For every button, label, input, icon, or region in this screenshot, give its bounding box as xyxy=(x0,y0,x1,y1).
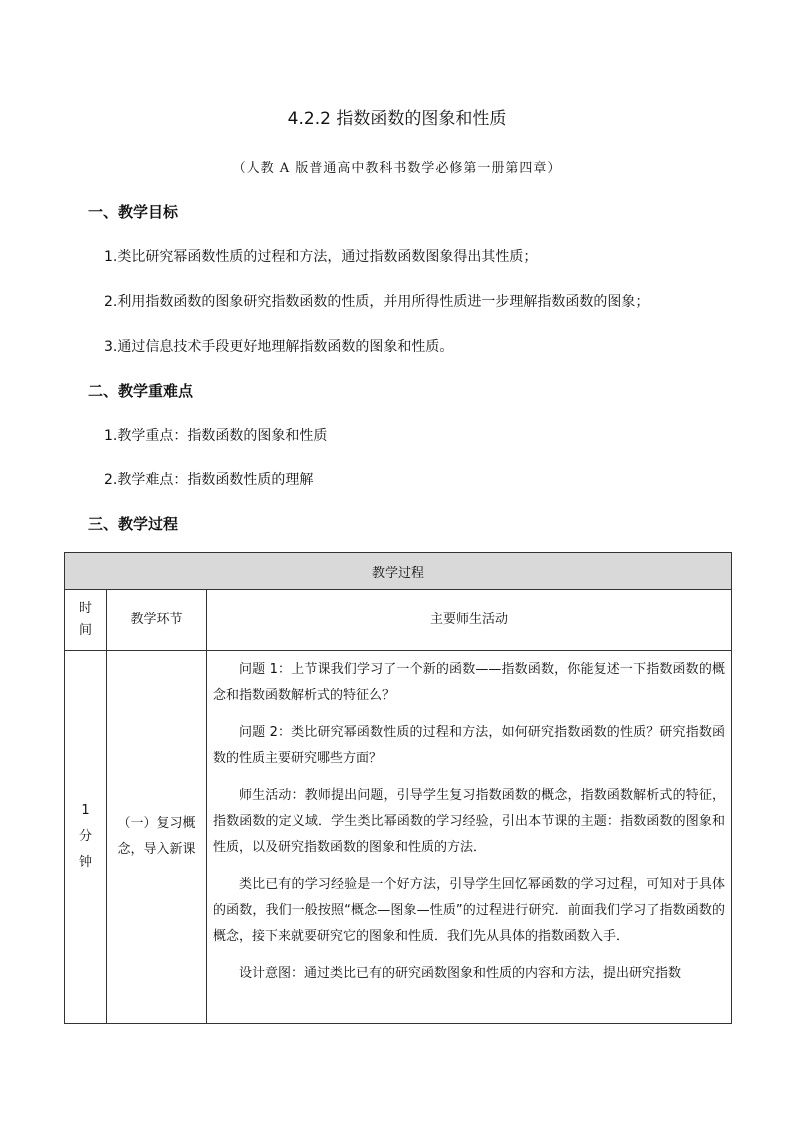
goal-item-2: 2.利用指数函数的图象研究指数函数的性质，并用所得性质进一步理解指数函数的图象； xyxy=(104,294,650,310)
activity-paragraph: 问题 1：上节课我们学习了一个新的函数——指数函数，你能复述一下指数函数的概念和指数函数解析式的特征么？ xyxy=(213,662,725,703)
table-caption: 教学过程 xyxy=(65,553,732,590)
section-heading-goals: 一、教学目标 xyxy=(88,203,179,221)
document-title: 4.2.2 指数函数的图象和性质 xyxy=(287,109,507,129)
activity-paragraph: 师生活动：教师提出问题，引导学生复习指数函数的概念，指数函数解析式的特征，指数函数的定义域．学生类比幂函数的学习经验，引出本节课的主题：指数函数的图象和性质，以及研究指数函数的图象和性质的方法． xyxy=(213,788,725,855)
activity-paragraph: 问题 2：类比研究幂函数性质的过程和方法，如何研究指数函数的性质？研究指数函数的性质主要研究哪些方面？ xyxy=(213,725,725,766)
goal-item-3: 3.通过信息技术手段更好地理解指数函数的图象和性质。 xyxy=(104,339,454,355)
time-cell: 1 分钟 xyxy=(65,651,107,1024)
activity-paragraph: 类比已有的学习经验是一个好方法，引导学生回忆幂函数的学习过程，可知对于具体的函数，我们一般按照“概念—图象—性质”的过程进行研究．前面我们学习了指数函数的概念，接下来就要研究它的图象和性质．我们先从具体的指数函数入手． xyxy=(213,877,725,944)
document-subtitle: （人教 A 版普通高中教科书数学必修第一册第四章） xyxy=(232,161,562,176)
goal-item-1: 1.类比研究幂函数性质的过程和方法，通过指数函数图象得出其性质； xyxy=(104,249,538,265)
table-row xyxy=(65,651,732,1024)
column-header-time: 时间 xyxy=(65,590,107,651)
teaching-process-table xyxy=(64,552,732,1024)
keypoint-item-1: 1.教学重点：指数函数的图象和性质 xyxy=(104,428,328,444)
column-header-activity: 主要师生活动 xyxy=(207,590,732,651)
activity-cell xyxy=(207,651,732,1024)
activity-paragraph: 设计意图：通过类比已有的研究函数图象和性质的内容和方法，提出研究指数 xyxy=(239,966,682,981)
column-header-stage: 教学环节 xyxy=(107,590,207,651)
section-heading-keypoints: 二、教学重难点 xyxy=(88,382,194,400)
section-heading-process: 三、教学过程 xyxy=(88,515,179,533)
stage-cell: （一）复习概念，导入新课 xyxy=(107,651,207,1024)
keypoint-item-2: 2.教学难点：指数函数性质的理解 xyxy=(104,472,314,488)
